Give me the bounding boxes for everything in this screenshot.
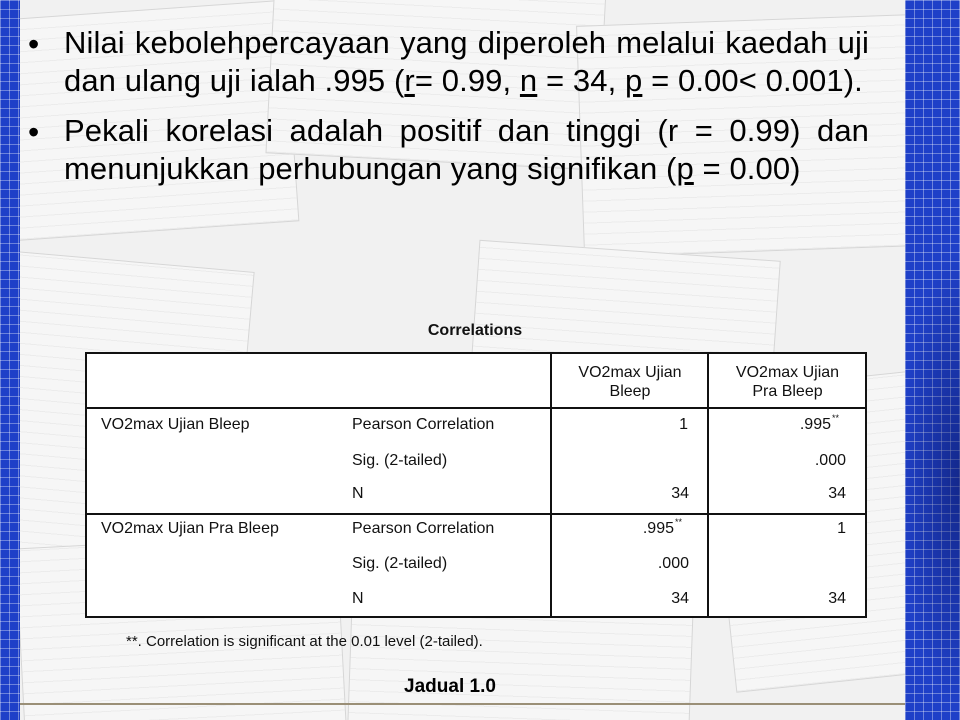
- table-footnote: **. Correlation is significant at the 0.01 level (2-tailed).: [126, 633, 483, 650]
- table-cell: .000: [657, 555, 689, 572]
- stat-label: N: [352, 485, 364, 502]
- bullet-list: [0, 24, 885, 188]
- bullet-text: Pekali korelasi adalah positif dan tinggi (r = 0.99) dan menunjukkan perhubungan yang signifikan (p = 0.00): [64, 113, 869, 186]
- stat-label: Sig. (2-tailed): [352, 452, 448, 469]
- table-caption: Jadual 1.0: [404, 676, 496, 697]
- table-cell: 34: [828, 485, 846, 502]
- table-divider: [87, 407, 865, 409]
- table-cell: .995**: [642, 517, 682, 537]
- bullet-item: [0, 24, 885, 100]
- table-divider: [550, 354, 552, 616]
- row-label-bleep: VO2max Ujian Bleep: [101, 416, 250, 433]
- table-cell: 34: [671, 590, 689, 607]
- bullet-text: Nilai kebolehpercayaan yang diperoleh melalui kaedah uji dan ulang uji ialah .995 (r= 0.99, n = 34, p = 0.00< 0.001).: [64, 25, 869, 98]
- table-cell: 1: [837, 520, 846, 537]
- row-label-pra-bleep: VO2max Ujian Pra Bleep: [101, 520, 279, 537]
- table-cell: .000: [814, 452, 846, 469]
- correlations-table: [85, 352, 867, 618]
- column-header-bleep: VO2max Ujian Bleep: [578, 364, 682, 400]
- right-grid-border: [905, 0, 960, 720]
- stat-label: Pearson Correlation: [352, 520, 495, 537]
- table-cell: 1: [679, 416, 688, 433]
- bottom-rule: [20, 703, 905, 705]
- table-divider: [707, 354, 709, 616]
- column-header-pra-bleep: VO2max Ujian Pra Bleep: [735, 364, 840, 400]
- bullet-dot: •: [28, 114, 40, 150]
- table-divider: [87, 513, 865, 515]
- table-cell: 34: [828, 590, 846, 607]
- table-cell: .995**: [799, 413, 839, 433]
- stat-label: Sig. (2-tailed): [352, 555, 448, 572]
- table-cell: 34: [671, 485, 689, 502]
- bullet-dot: •: [28, 26, 40, 62]
- table-title: Correlations: [427, 322, 523, 339]
- stat-label: N: [352, 590, 364, 607]
- stat-label: Pearson Correlation: [352, 416, 495, 433]
- bullet-item: [0, 112, 885, 188]
